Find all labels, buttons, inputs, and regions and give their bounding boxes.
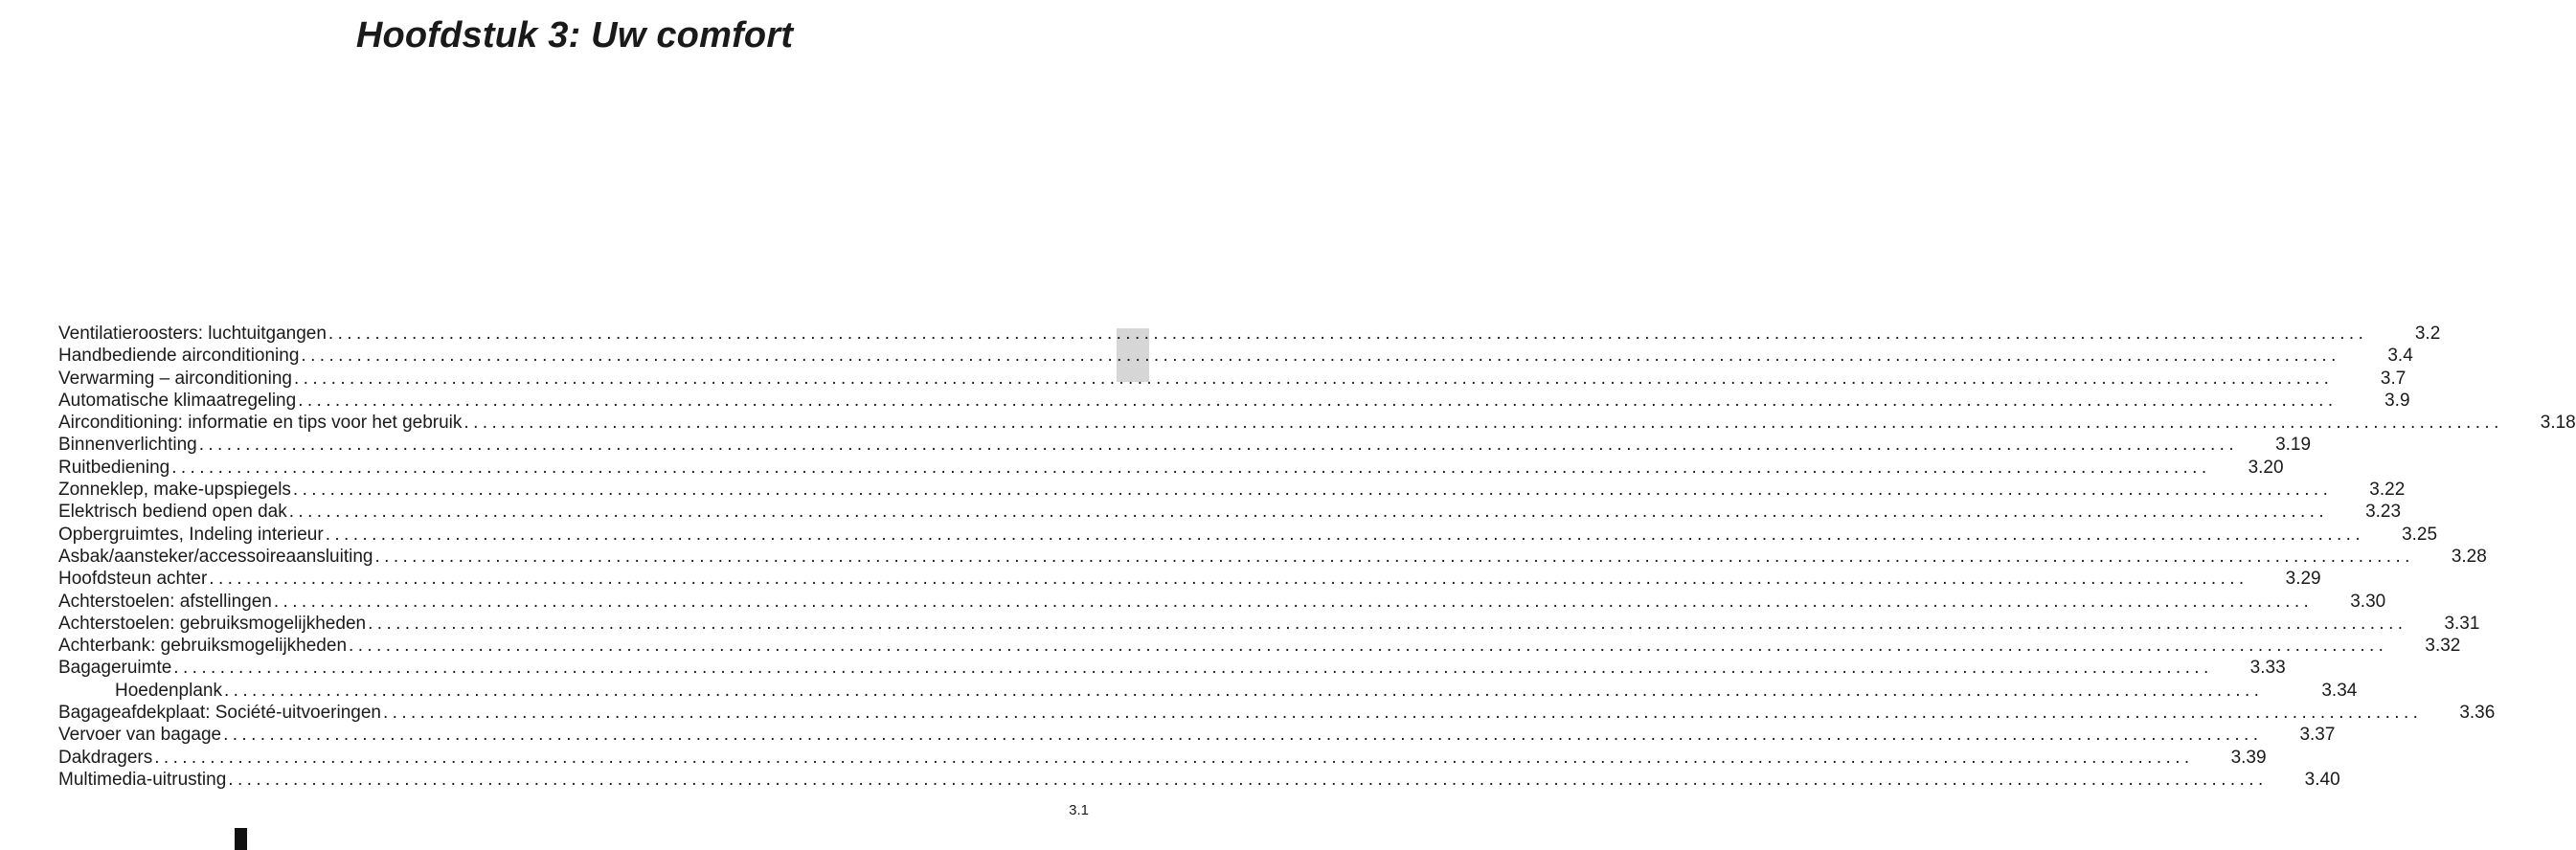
toc-entry[interactable] [58, 702, 2496, 724]
toc-entry-label: Bagageruimte [58, 658, 172, 679]
toc-entry-label: Opbergruimtes, Indeling interieur [58, 524, 324, 545]
toc-entry[interactable] [58, 613, 2480, 635]
toc-entry[interactable] [58, 390, 2410, 412]
toc-entry-page: 3.40 [2304, 769, 2340, 790]
toc-entry[interactable] [58, 412, 2576, 434]
toc-entry-label: Elektrisch bediend open dak [58, 502, 287, 523]
toc-entry[interactable] [58, 457, 2284, 479]
toc-entry[interactable] [58, 546, 2487, 568]
toc-entry-label: Achterbank: gebruiksmogelijkheden [58, 636, 348, 657]
toc-dot-leader: ............................................................................................................................................................................................................................ [228, 769, 2268, 790]
toc-dot-leader: ............................................................................................................................................................................................................................ [209, 569, 2248, 590]
toc-entry[interactable] [58, 591, 2386, 613]
toc-entry-label: Ruitbediening [58, 457, 170, 478]
toc-entry-page: 3.28 [2451, 546, 2487, 567]
toc-entry[interactable] [58, 747, 2267, 769]
chapter-title: Hoofdstuk 3: Uw comfort [355, 15, 794, 56]
toc-entry-page: 3.39 [2230, 747, 2267, 768]
toc-entry-page: 3.32 [2425, 636, 2461, 657]
toc-entry[interactable] [58, 323, 2441, 345]
toc-entry-label: Hoedenplank [115, 680, 222, 701]
toc-entry-label: Dakdragers [58, 747, 153, 768]
toc-dot-leader: ............................................................................................................................................................................................................................ [463, 413, 2503, 434]
toc-dot-leader: ............................................................................................................................................................................................................................ [198, 435, 2239, 456]
toc-entry[interactable] [58, 568, 2321, 590]
toc-dot-leader: ............................................................................................................................................................................................................................ [368, 613, 2407, 634]
toc-entry-page: 3.2 [2414, 324, 2441, 344]
toc-entry-label: Multimedia-uitrusting [58, 769, 227, 790]
toc-entry-page: 3.37 [2299, 725, 2336, 746]
toc-dot-leader: ............................................................................................................................................................................................................................ [173, 658, 2213, 679]
toc-dot-leader: ............................................................................................................................................................................................................................ [328, 324, 2368, 344]
toc-entry-label: Bagageafdekplaat: Société-uitvoeringen [58, 703, 381, 724]
toc-dot-leader: ............................................................................................................................................................................................................................ [154, 747, 2194, 768]
crop-mark [235, 828, 247, 850]
toc-entry[interactable] [58, 479, 2406, 501]
toc-entry-page: 3.18 [2540, 413, 2576, 434]
toc-entry-label: Automatische klimaatregeling [58, 390, 297, 411]
toc-dot-leader: ............................................................................................................................................................................................................................ [298, 390, 2338, 411]
toc-dot-leader: ............................................................................................................................................................................................................................ [301, 346, 2340, 367]
toc-entry-label: Handbediende airconditioning [58, 346, 300, 367]
toc-dot-leader: ............................................................................................................................................................................................................................ [292, 480, 2333, 501]
toc-entry-page: 3.30 [2350, 591, 2386, 612]
toc-entry[interactable] [58, 501, 2402, 523]
toc-dot-leader: ............................................................................................................................................................................................................................ [325, 524, 2365, 545]
toc-entry-label: Hoofdsteun achter [58, 569, 208, 590]
toc-entry[interactable] [58, 635, 2461, 657]
toc-entry[interactable] [58, 345, 2413, 367]
toc-entry-page: 3.22 [2369, 480, 2406, 501]
toc-entry-label: Vervoer van bagage [58, 725, 222, 746]
toc-entry-label: Achterstoelen: afstellingen [58, 591, 272, 612]
toc-dot-leader: ............................................................................................................................................................................................................................ [349, 636, 2388, 657]
toc-dot-leader: ............................................................................................................................................................................................................................ [382, 703, 2423, 724]
toc-entry-label: Airconditioning: informatie en tips voor het gebruik [58, 413, 463, 434]
toc-entry-label: Ventilatieroosters: luchtuitgangen [58, 324, 327, 344]
toc-entry-label: Zonneklep, make-upspiegels [58, 480, 291, 501]
page-number: 3.1 [1069, 802, 1089, 818]
toc-entry[interactable] [58, 680, 2358, 702]
toc-entry[interactable] [58, 524, 2438, 546]
toc-entry-label: Achterstoelen: gebruiksmogelijkheden [58, 613, 367, 634]
toc-entry-page: 3.34 [2321, 680, 2358, 701]
toc-dot-leader: ............................................................................................................................................................................................................................ [293, 368, 2334, 389]
toc-entry-page: 3.29 [2285, 569, 2321, 590]
toc-entry-label: Asbak/aansteker/accessoireaansluiting [58, 546, 373, 567]
toc-entry-page: 3.31 [2444, 613, 2480, 634]
toc-entry-page: 3.36 [2459, 703, 2496, 724]
toc-entry[interactable] [58, 434, 2312, 456]
toc-dot-leader: ............................................................................................................................................................................................................................ [223, 725, 2263, 746]
toc-dot-leader: ............................................................................................................................................................................................................................ [273, 591, 2314, 612]
toc-entry-page: 3.4 [2387, 346, 2413, 367]
toc-entry-page: 3.9 [2384, 390, 2410, 411]
toc-entry-page: 3.20 [2248, 457, 2284, 478]
toc-entry[interactable] [58, 724, 2336, 746]
toc-entry-page: 3.25 [2402, 524, 2438, 545]
toc-dot-leader: ............................................................................................................................................................................................................................ [288, 502, 2329, 523]
toc-dot-leader: ............................................................................................................................................................................................................................ [374, 546, 2414, 567]
toc-entry-page: 3.19 [2275, 435, 2312, 456]
table-of-contents [58, 323, 2576, 791]
toc-dot-leader: ............................................................................................................................................................................................................................ [223, 680, 2264, 701]
toc-entry-page: 3.7 [2380, 368, 2407, 389]
toc-entry[interactable] [58, 769, 2340, 791]
toc-entry-label: Binnenverlichting [58, 435, 197, 456]
toc-entry-page: 3.33 [2249, 658, 2286, 679]
toc-entry[interactable] [58, 657, 2286, 679]
toc-entry-page: 3.23 [2365, 502, 2402, 523]
toc-entry[interactable] [58, 368, 2407, 390]
toc-dot-leader: ............................................................................................................................................................................................................................ [171, 457, 2211, 478]
toc-entry-label: Verwarming – airconditioning [58, 368, 292, 389]
